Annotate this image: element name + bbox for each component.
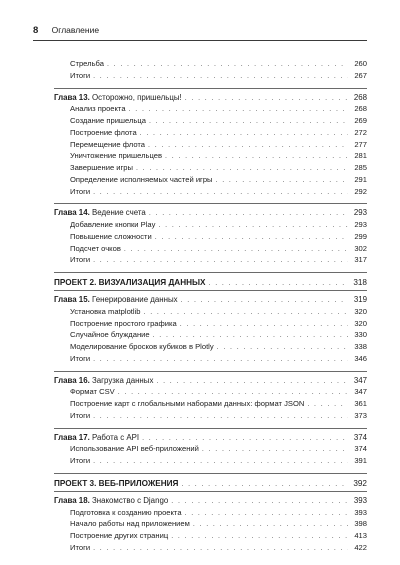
chapter-label: Глава 15. [54,295,90,304]
toc-section-entry[interactable] [70,162,367,174]
dot-leader [93,456,348,468]
toc-part-entry[interactable] [54,276,367,290]
page-ref: 346 [354,353,367,363]
toc-chapter-entry[interactable] [54,207,367,219]
chapter-title: Осторожно, пришельцы! [91,92,182,102]
dot-leader [93,354,348,366]
page-ref: 347 [353,375,367,385]
page-ref: 317 [354,255,367,265]
entry-title: Построение карт с глобальными наборами данных: формат JSON [70,399,305,408]
page-ref: 319 [353,295,367,304]
chapter-title: Работа с API [91,432,140,442]
page-ref: 291 [354,174,367,184]
dot-leader [93,71,348,83]
page-ref: 268 [354,104,367,114]
toc-section-entry[interactable] [70,186,367,198]
toc-chapter-entry[interactable] [54,495,367,507]
chapter-label: Глава 16. [54,375,90,385]
chapter-label: Глава 17. [54,432,90,442]
page-ref: 268 [353,92,367,102]
page-ref: 267 [354,70,367,80]
page-ref: 374 [354,444,367,454]
dot-leader [155,232,348,244]
dot-leader [93,255,348,267]
dot-leader [148,140,348,152]
toc-section-entry[interactable] [70,103,367,115]
dot-leader [217,342,348,354]
chapter-label: Глава 14. [54,208,90,218]
entry-title: Итоги [70,410,91,420]
dot-leader [171,531,348,543]
dot-leader [140,128,348,140]
toc-section-entry[interactable] [70,243,367,255]
page-ref: 318 [353,278,367,287]
entry-title: Использование API веб-приложений [70,444,199,454]
entry-title [54,495,168,507]
toc-section-entry[interactable] [70,219,367,231]
toc-section-entry[interactable] [70,318,367,330]
dot-leader [185,508,348,520]
page-ref: 320 [354,306,367,316]
page-ref: 413 [354,531,367,540]
entry-title: Итоги [70,542,91,552]
chapter-label: Глава 18. [54,495,90,505]
page-ref: 320 [354,318,367,328]
toc-section-entry[interactable] [70,398,367,410]
toc-chapter-entry[interactable] [54,92,367,104]
dot-leader [185,93,348,105]
page-ref: 398 [354,519,367,529]
dot-leader [93,543,348,555]
entry-title: Построение флота [70,127,137,137]
entry-title: Стрельба [70,59,104,68]
page-ref: 330 [354,330,367,340]
toc-section-entry[interactable] [70,341,367,353]
page-ref: 299 [354,231,367,241]
page-ref: 293 [353,208,367,218]
page-ref: 292 [354,186,367,196]
entry-title: Итоги [70,70,91,80]
entry-title: Создание пришельца [70,116,146,125]
entry-title: Итоги [70,353,91,363]
dot-leader [124,244,348,256]
chapter-title: Знакомство с Django [91,495,169,505]
page-ref: 393 [354,507,367,517]
toc-chapter-entry[interactable] [54,294,367,306]
entry-title: Моделирование бросков кубиков в Plotly [70,342,214,351]
page-ref: 281 [354,151,367,161]
entry-title [54,294,178,306]
entry-title: Формат CSV [70,387,115,397]
toc-section-entry[interactable] [70,127,367,139]
page-ref: 373 [354,410,367,420]
entry-title: Итоги [70,186,91,196]
chapter-title: Ведение счета [91,208,146,218]
dot-leader [156,376,348,388]
page-ref: 272 [354,127,367,137]
dot-leader [149,208,348,220]
toc-section-entry[interactable] [70,174,367,186]
entry-title: Установка matplotlib [70,306,141,316]
dot-leader [129,104,348,116]
entry-title: Определение исполняемых частей игры [70,174,213,184]
toc-section-entry[interactable] [70,231,367,243]
toc-section-entry[interactable] [70,507,367,519]
entry-title: Уничтожение пришельцев [70,151,163,161]
entry-title: Построение простого графика [70,318,177,328]
toc-section-entry[interactable] [70,115,367,127]
dot-leader [158,220,348,232]
dot-leader [181,295,348,307]
dot-leader [181,478,348,492]
chapter-label: Глава 13. [54,92,90,102]
entry-title: Подсчет очков [70,243,121,253]
dot-leader [107,59,348,71]
page-ref: 260 [354,59,367,68]
entry-title: Перемещение флота [70,139,145,149]
dot-leader [209,277,349,291]
entry-title: Завершение игры [70,163,133,172]
toc-section-entry[interactable] [70,329,367,341]
table-of-contents [54,58,367,554]
entry-title: Добавление кнопки Play [70,220,156,229]
page-ref: 393 [353,495,367,505]
entry-title: Итоги [70,456,91,465]
toc-section-entry[interactable] [70,139,367,151]
page-ref: 374 [353,432,367,442]
entry-title: Построение других страниц [70,531,169,540]
page-ref: 347 [354,387,367,397]
entry-title: ПРОЕКТ 3. ВЕБ-ПРИЛОЖЕНИЯ [54,478,179,488]
entry-title: Начало работы над приложением [70,519,190,529]
dot-leader [93,187,348,199]
entry-title: Итоги [70,255,91,265]
toc-chapter-entry[interactable] [54,375,367,387]
toc-section-entry[interactable] [70,70,367,82]
dot-leader [307,399,348,411]
page-ref: 302 [354,243,367,253]
entry-title [54,375,153,387]
dot-leader [165,151,348,163]
entry-title [54,207,146,219]
chapter-title: Загрузка данных [91,375,154,385]
dot-leader [216,175,348,187]
dot-leader [180,319,348,331]
entry-title: Подготовка к созданию проекта [70,507,182,517]
page-ref: 338 [354,342,367,351]
running-title: Оглавление [51,25,100,35]
toc-chapter-entry[interactable] [54,432,367,444]
page-header [33,24,367,41]
page-ref: 391 [354,456,367,465]
dot-leader [171,496,348,508]
toc-section-entry[interactable] [70,455,367,467]
dot-leader [202,444,348,456]
page-ref: 422 [354,542,367,552]
toc-section-entry[interactable] [70,410,367,422]
toc-section-entry[interactable] [70,306,367,318]
entry-title [54,432,139,444]
toc-section-entry[interactable] [70,386,367,398]
entry-title: ПРОЕКТ 2. ВИЗУАЛИЗАЦИЯ ДАННЫХ [54,278,206,287]
toc-section-entry[interactable] [70,443,367,455]
toc-section-entry[interactable] [70,542,367,554]
toc-part-entry[interactable] [54,477,367,491]
dot-leader [93,411,348,423]
page-ref: 392 [353,478,367,488]
dot-leader [149,116,348,128]
toc-section-entry[interactable] [70,254,367,266]
toc-section-entry[interactable] [70,150,367,162]
toc-section-entry[interactable] [70,530,367,542]
page-ref: 361 [354,399,367,408]
entry-title: Случайное блуждание [70,330,150,340]
chapter-title: Генерирование данных [91,295,178,304]
page-ref: 277 [354,139,367,149]
page-ref: 293 [354,220,367,229]
entry-title [54,92,182,104]
page-ref: 285 [354,163,367,172]
entry-title: Повышение сложности [70,231,152,241]
entry-title: Анализ проекта [70,104,126,114]
toc-section-entry[interactable] [70,353,367,365]
toc-section-entry[interactable] [70,58,367,70]
dot-leader [193,519,348,531]
page-ref: 269 [354,116,367,125]
toc-section-entry[interactable] [70,518,367,530]
page-number: 8 [33,25,39,36]
